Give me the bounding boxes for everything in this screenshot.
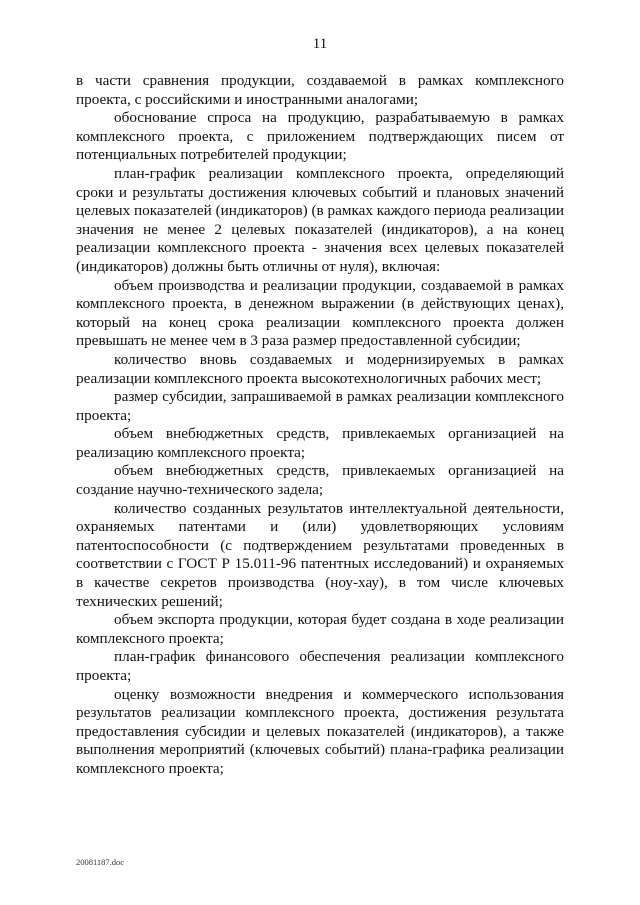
paragraph: объем производства и реализации продукции, создаваемой в рамках комплексного проекта, в денежном выражении (в действующих ценах), который на конец срока реализации комплексного проекта должен превышать не менее чем в 3 раза размер предоставленной субсидии; bbox=[76, 276, 564, 350]
paragraph: количество вновь создаваемых и модернизируемых в рамках реализации комплексного проекта высокотехнологичных рабочих мест; bbox=[76, 350, 564, 387]
paragraph: объем внебюджетных средств, привлекаемых организацией на создание научно-технического задела; bbox=[76, 462, 564, 499]
page-number: 11 bbox=[312, 36, 328, 52]
paragraph: объем внебюджетных средств, привлекаемых организацией на реализацию комплексного проекта; bbox=[76, 425, 564, 461]
paragraph: план-график финансового обеспечения реализации комплексного проекта; bbox=[76, 648, 564, 684]
paragraph: оценку возможности внедрения и коммерческого использования результатов реализации комплексного проекта, достижения результата предоставления субсидии и целевых показателей (индикаторов), а также выполнения мероприятий (ключевых событий) плана-графика реализации комплексного проекта; bbox=[76, 685, 564, 777]
paragraph: обоснование спроса на продукцию, разрабатываемую в рамках комплексного проекта, с приложением подтверждающих писем от потенциальных потребителей продукции; bbox=[76, 109, 564, 164]
paragraph: количество созданных результатов интеллектуальной деятельности, охраняемых патентами и (или) удовлетворяющих условиям патентоспособности (с подтверждением результатами проведенных в соответствии с ГОСТ Р 15.011-96 патентных исследований) и охраняемых в качестве секретов производства (ноу-хау), в том числе ключевых технических решений; bbox=[76, 499, 564, 610]
document-body bbox=[76, 72, 564, 779]
paragraph: в части сравнения продукции, создаваемой в рамках комплексного проекта, с российскими и иностранными аналогами; bbox=[76, 72, 564, 108]
paragraph: объем экспорта продукции, которая будет создана в ходе реализации комплексного проекта; bbox=[76, 611, 564, 647]
paragraph: размер субсидии, запрашиваемой в рамках реализации комплексного проекта; bbox=[76, 388, 564, 424]
paragraph: план-график реализации комплексного проекта, определяющий сроки и результаты достижения ключевых событий и плановых значений целевых показателей (индикаторов) (в рамках каждого периода реализации значения не менее 2 целевых показателей (индикаторов), а на конец реализации комплексного проекта - значения всех целевых показателей (индикаторов) должны быть отличны от нуля), включая: bbox=[76, 164, 564, 275]
footer-filename: 20081187.doc bbox=[76, 857, 125, 867]
